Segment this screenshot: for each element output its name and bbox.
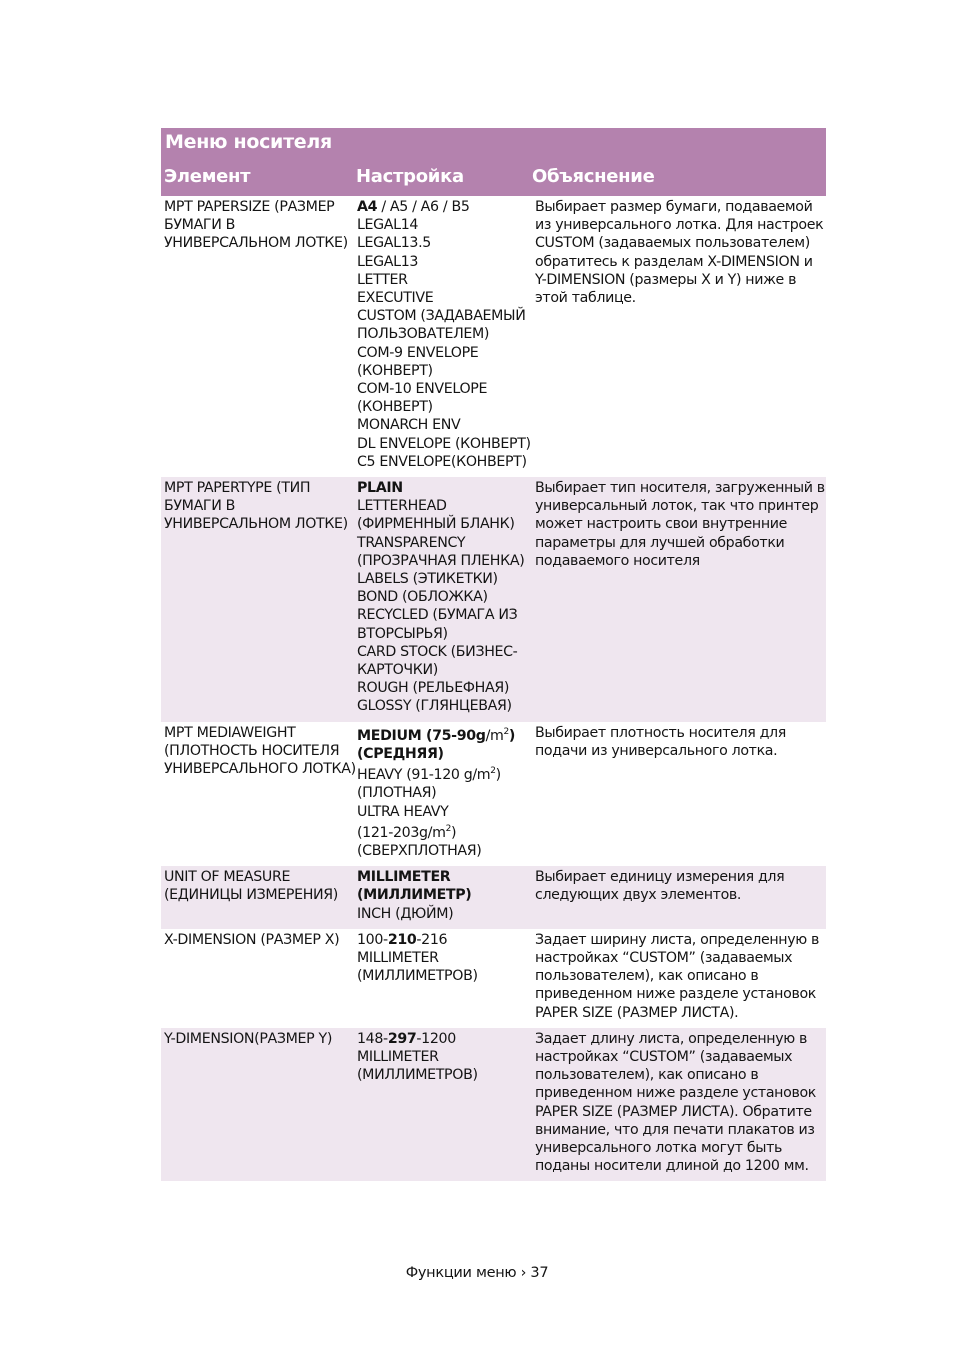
explanation-line: Задает длину листа, определенную в: [535, 1030, 808, 1047]
setting-line: INCH (ДЮЙМ): [357, 905, 454, 922]
explanation-line: может настроить свои внутренние: [535, 516, 788, 533]
setting-line: RECYCLED (БУМАГА ИЗ: [357, 607, 518, 624]
explanation-cell: [532, 1028, 826, 1182]
setting-line: LEGAL13.5: [357, 235, 431, 252]
explanation-cell: [532, 929, 826, 1028]
setting-line: [357, 198, 532, 216]
default-setting: MEDIUM (75-90g: [357, 727, 486, 744]
setting-line: MILLIMETER: [357, 949, 439, 966]
explanation-line: универсального лотка могут быть: [535, 1139, 783, 1156]
setting-line: GLOSSY (ГЛЯНЦЕВАЯ): [357, 698, 512, 715]
explanation-line: Выбирает тип носителя, загруженный в: [535, 480, 825, 497]
table-row-x-dimension: [161, 929, 826, 1028]
explanation-line: приведенном ниже разделе установок: [535, 986, 817, 1003]
explanation-line: Выбирает единицу измерения для: [535, 869, 785, 886]
explanation-line: следующих двух элементов.: [535, 887, 742, 904]
footer-section-title: Функции меню: [405, 1265, 517, 1281]
explanation-line: поданы носители длиной до 1200 мм.: [535, 1158, 809, 1175]
default-setting: (СРЕДНЯЯ): [357, 745, 444, 762]
setting-line: (ПЛОТНАЯ): [357, 785, 437, 802]
setting-line: 148-297-1200: [357, 1030, 456, 1047]
setting-line: LETTER: [357, 271, 408, 288]
setting-line: COM-9 ENVELOPE: [357, 344, 479, 361]
explanation-line: Задает ширину листа, определенную в: [535, 931, 820, 948]
item-cell: [161, 477, 356, 722]
setting-cell: [356, 929, 532, 1028]
table-header-row: [161, 158, 826, 196]
item-line: MPT PAPERSIZE (РАЗМЕР: [164, 199, 335, 215]
setting-line: (КОНВЕРТ): [357, 362, 433, 379]
setting-cell: [356, 477, 532, 722]
explanation-line: параметры для лучшей обработки: [535, 534, 785, 551]
setting-line: ПОЛЬЗОВАТЕЛЕМ): [357, 326, 490, 343]
setting-line: (КОНВЕРТ): [357, 399, 433, 416]
explanation-line: подаваемого носителя: [535, 552, 700, 569]
setting-line: (ФИРМЕННЫЙ БЛАНК): [357, 516, 515, 533]
explanation-cell: [532, 722, 826, 866]
item-line: УНИВЕРСАЛЬНОМ ЛОТКЕ): [164, 235, 348, 252]
setting-line: LEGAL14: [357, 217, 419, 234]
setting-line: LEGAL13: [357, 253, 419, 270]
setting-line: КАРТОЧКИ): [357, 662, 438, 679]
explanation-line: PAPER SIZE (РАЗМЕР ЛИСТА). Обратите: [535, 1103, 812, 1120]
default-setting: (МИЛЛИМЕТР): [357, 887, 472, 904]
setting-line: TRANSPARENCY: [357, 534, 466, 551]
explanation-line: PAPER SIZE (РАЗМЕР ЛИСТА).: [535, 1004, 739, 1021]
media-menu-table: [161, 128, 826, 1181]
setting-line: BOND (ОБЛОЖКА): [357, 589, 488, 606]
item-line: MPT MEDIAWEIGHT: [164, 724, 296, 741]
setting-line: (ПРОЗРАЧНАЯ ПЛЕНКА): [357, 552, 525, 569]
explanation-line: внимание, что для печати плакатов из: [535, 1121, 815, 1138]
setting-line: CARD STOCK (БИЗНЕС-: [357, 643, 518, 660]
explanation-line: подачи из универсального лотка.: [535, 742, 778, 759]
table-row-mpt-papersize: [161, 196, 826, 477]
explanation-line: этой таблице.: [535, 290, 636, 307]
explanation-line: настройках “CUSTOM” (задаваемых: [535, 949, 793, 966]
setting-line: DL ENVELOPE (КОНВЕРТ): [357, 435, 531, 452]
setting-line: (МИЛЛИМЕТРОВ): [357, 1067, 478, 1084]
setting-cell: [356, 866, 532, 929]
page-number: 37: [530, 1265, 549, 1281]
item-line: БУМАГИ В: [164, 498, 236, 515]
setting-line: C5 ENVELOPE(КОНВЕРТ): [357, 453, 527, 470]
item-line: (ПЛОТНОСТЬ НОСИТЕЛЯ: [164, 742, 340, 759]
setting-line: MILLIMETER: [357, 1048, 439, 1065]
setting-line: (МИЛЛИМЕТРОВ): [357, 968, 478, 985]
default-setting: MILLIMETER: [357, 869, 451, 886]
setting-line: CUSTOM (ЗАДАВАЕМЫЙ: [357, 308, 526, 325]
explanation-line: Выбирает плотность носителя для: [535, 724, 786, 741]
setting-line: HEAVY (91-120 $g/m^2$): [357, 766, 501, 784]
table-row-y-dimension: [161, 1028, 826, 1182]
default-setting: 297: [387, 1030, 417, 1047]
setting-line: (СВЕРХПЛОТНАЯ): [357, 842, 482, 859]
explanation-cell: [532, 477, 826, 722]
explanation-line: настройках “CUSTOM” (задаваемых: [535, 1048, 793, 1065]
setting-line: EXECUTIVE: [357, 290, 434, 307]
explanation-line: пользователем), как описано в: [535, 968, 759, 985]
setting-line: ROUGH (РЕЛЬЕФНАЯ): [357, 680, 510, 697]
setting-line: MEDIUM $(75-90g/m^2)$: [357, 726, 515, 744]
explanation-cell: [532, 196, 826, 477]
item-line: Y-DIMENSION(РАЗМЕР Y): [164, 1030, 333, 1047]
default-setting: 210: [387, 931, 417, 948]
setting-line: ВТОРСЫРЬЯ): [357, 625, 448, 642]
item-cell: [161, 722, 356, 866]
default-setting: PLAIN: [357, 480, 403, 497]
table-row-unit-of-measure: [161, 866, 826, 929]
explanation-line: CUSTOM (задаваемых пользователем): [535, 235, 810, 252]
explanation-line: из универсального лотка. Для настроек: [535, 217, 824, 234]
explanation-line: пользователем), как описано в: [535, 1067, 759, 1084]
item-cell: [161, 866, 356, 929]
setting-cell: [356, 722, 532, 866]
setting-line: 100-210-216: [357, 931, 448, 948]
item-line: УНИВЕРСАЛЬНОМ ЛОТКЕ): [164, 516, 348, 533]
setting-line: LABELS (ЭТИКЕТКИ): [357, 571, 498, 588]
header-explanation: Объяснение: [532, 166, 655, 187]
setting-text: / A5 / A6 / B5: [377, 199, 470, 215]
header-item: Элемент: [164, 166, 251, 187]
table-title: Меню носителя: [161, 128, 826, 158]
item-cell: [161, 929, 356, 1028]
item-line: БУМАГИ В: [164, 217, 236, 234]
footer-arrow-icon: ›: [520, 1265, 527, 1281]
item-line: MPT PAPERTYPE (ТИП: [164, 480, 311, 497]
setting-line: COM-10 ENVELOPE: [357, 381, 488, 398]
header-setting: Настройка: [356, 166, 464, 187]
table-row-mpt-mediaweight: [161, 722, 826, 866]
setting-cell: [356, 1028, 532, 1182]
explanation-line: обратитесь к разделам X-DIMENSION и: [535, 253, 813, 270]
explanation-line: Выбирает размер бумаги, подаваемой: [535, 199, 813, 215]
item-line: UNIT OF MEASURE: [164, 869, 291, 886]
item-line: (ЕДИНИЦЫ ИЗМЕРЕНИЯ): [164, 887, 338, 904]
table-row-mpt-papertype: [161, 477, 826, 722]
explanation-line: приведенном ниже разделе установок: [535, 1085, 817, 1102]
explanation-line: Y-DIMENSION (размеры X и Y) ниже в: [535, 271, 797, 288]
default-setting: A4: [357, 199, 378, 215]
item-line: УНИВЕРСАЛЬНОГО ЛОТКА): [164, 761, 356, 778]
item-cell: [161, 196, 356, 477]
page-footer: [0, 1265, 954, 1281]
explanation-line: универсальный лоток, так что принтер: [535, 498, 819, 515]
setting-line: $(121-203g/m^2)$: [357, 823, 457, 841]
item-line: X-DIMENSION (РАЗМЕР X): [164, 931, 340, 948]
item-cell: [161, 1028, 356, 1182]
setting-line: LETTERHEAD: [357, 498, 447, 515]
setting-line: MONARCH ENV: [357, 417, 461, 434]
explanation-cell: [532, 866, 826, 929]
setting-cell: [356, 196, 532, 477]
setting-line: ULTRA HEAVY: [357, 803, 449, 820]
